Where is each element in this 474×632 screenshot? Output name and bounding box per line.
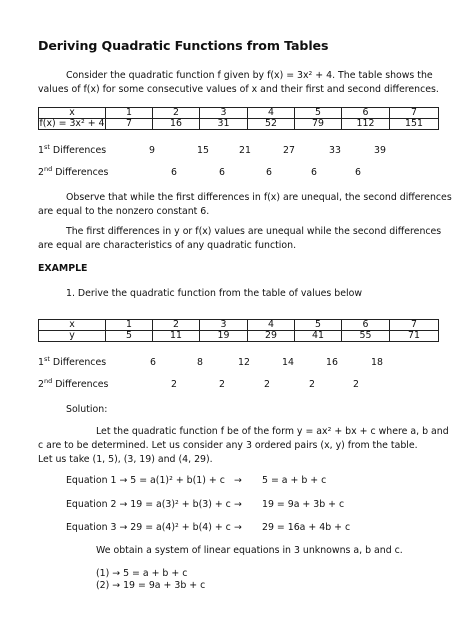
observe-line-1: Observe that while the first differences in f(x) are unequal, the second differences bbox=[66, 192, 452, 203]
difference-value: 2 bbox=[219, 379, 225, 390]
difference-value: 33 bbox=[329, 145, 341, 156]
equation-1-rhs: 5 = a + b + c bbox=[262, 475, 327, 486]
difference-value: 15 bbox=[197, 145, 209, 156]
characteristics-line-1: The first differences in y or f(x) values are unequal while the second differences bbox=[66, 226, 442, 237]
table-cell: 5 bbox=[106, 331, 153, 342]
difference-value: 9 bbox=[149, 145, 155, 156]
observe-line-2: are equal to the nonzero constant 6. bbox=[38, 206, 210, 217]
solution-label: Solution: bbox=[66, 404, 108, 415]
solution-line-2: c are to be determined. Let us consider any 3 ordered pairs (x, y) from the table. bbox=[38, 440, 418, 451]
table-cell: f(x) = 3x² + 4 bbox=[39, 118, 105, 129]
table-cell: 16 bbox=[153, 119, 200, 130]
difference-value: 14 bbox=[282, 357, 294, 368]
table-cell: x bbox=[39, 108, 106, 119]
equation-2-arrow: → bbox=[234, 499, 242, 510]
table-cell: 5 bbox=[295, 320, 342, 331]
table-row bbox=[39, 320, 439, 331]
table-cell: x bbox=[39, 320, 106, 331]
label-sup: st bbox=[43, 143, 50, 151]
label-sup: nd bbox=[43, 377, 53, 385]
difference-value: 2 bbox=[309, 379, 315, 390]
table-row bbox=[39, 119, 439, 130]
difference-value: 12 bbox=[238, 357, 250, 368]
equation-1-lhs: Equation 1 → 5 = a(1)² + b(1) + c bbox=[66, 475, 225, 486]
table-cell: 1 bbox=[106, 108, 153, 119]
table-cell: 11 bbox=[153, 331, 200, 342]
system-line-2: (2) → 19 = 9a + 3b + c bbox=[96, 580, 206, 591]
table-cell: 6 bbox=[342, 108, 390, 119]
table-cell: 29 bbox=[248, 331, 295, 342]
difference-value: 6 bbox=[266, 167, 272, 178]
table-cell: 112 bbox=[342, 119, 390, 130]
equation-2-rhs: 19 = 9a + 3b + c bbox=[262, 499, 345, 510]
table-row bbox=[39, 108, 439, 119]
difference-value: 39 bbox=[374, 145, 386, 156]
equation-3-arrow: → bbox=[234, 522, 242, 533]
table-cell: 2 bbox=[153, 320, 200, 331]
difference-value: 27 bbox=[283, 145, 295, 156]
difference-value: 6 bbox=[219, 167, 225, 178]
table-cell: y bbox=[39, 331, 106, 342]
table-cell: 7 bbox=[106, 119, 153, 130]
table-cell: 79 bbox=[295, 119, 342, 130]
difference-value: 8 bbox=[197, 357, 203, 368]
values-table-2 bbox=[38, 319, 439, 342]
system-line-1: (1) → 5 = a + b + c bbox=[96, 568, 188, 579]
table-cell: 3 bbox=[200, 108, 248, 119]
label-sup: nd bbox=[43, 165, 53, 173]
difference-value: 6 bbox=[355, 167, 361, 178]
table-cell: 151 bbox=[390, 119, 439, 130]
solution-line-1: Let the quadratic function f be of the form y = ax² + bx + c where a, b and bbox=[96, 426, 449, 437]
equation-3-rhs: 29 = 16a + 4b + c bbox=[262, 522, 351, 533]
difference-value: 2 bbox=[264, 379, 270, 390]
equation-2-lhs: Equation 2 → 19 = a(3)² + b(3) + c bbox=[66, 499, 231, 510]
label-text: Differences bbox=[49, 145, 107, 156]
table-cell: 7 bbox=[390, 320, 439, 331]
first-differences-label bbox=[38, 357, 106, 368]
label-text: 2 bbox=[38, 167, 44, 178]
intro-line-1: Consider the quadratic function f given by f(x) = 3x² + 4. The table shows the bbox=[66, 70, 433, 81]
table-cell: 52 bbox=[248, 119, 295, 130]
difference-value: 2 bbox=[171, 379, 177, 390]
difference-value: 16 bbox=[326, 357, 338, 368]
intro-line-2: values of f(x) for some consecutive values of x and their first and second differences. bbox=[38, 84, 439, 95]
table-cell: 4 bbox=[248, 108, 295, 119]
table-cell: 55 bbox=[342, 331, 390, 342]
label-text: 1 bbox=[38, 145, 44, 156]
label-text: 1 bbox=[38, 357, 44, 368]
label-sup: st bbox=[43, 355, 50, 363]
example-heading: EXAMPLE bbox=[38, 263, 88, 274]
table-cell: 5 bbox=[295, 108, 342, 119]
table-cell: 3 bbox=[200, 320, 248, 331]
system-description: We obtain a system of linear equations in 3 unknowns a, b and c. bbox=[96, 545, 403, 556]
label-text: Differences bbox=[52, 379, 109, 390]
label-text: 2 bbox=[38, 379, 44, 390]
difference-value: 6 bbox=[171, 167, 177, 178]
label-text: Differences bbox=[52, 167, 109, 178]
table-cell: 71 bbox=[390, 331, 439, 342]
table-cell: 41 bbox=[295, 331, 342, 342]
table-cell: 6 bbox=[342, 320, 390, 331]
characteristics-line-2: are equal are characteristics of any quadratic function. bbox=[38, 240, 297, 251]
page-title: Deriving Quadratic Functions from Tables bbox=[38, 38, 329, 53]
table-cell: 7 bbox=[390, 108, 439, 119]
solution-line-3: Let us take (1, 5), (3, 19) and (4, 29). bbox=[38, 454, 213, 465]
equation-1-arrow: → bbox=[234, 475, 242, 486]
table-cell: 31 bbox=[200, 119, 248, 130]
second-differences-label bbox=[38, 167, 108, 178]
difference-value: 6 bbox=[150, 357, 156, 368]
table-cell: 2 bbox=[153, 108, 200, 119]
first-differences-label bbox=[38, 145, 106, 156]
label-text: Differences bbox=[49, 357, 107, 368]
table-cell: 1 bbox=[106, 320, 153, 331]
difference-value: 2 bbox=[353, 379, 359, 390]
difference-value: 18 bbox=[371, 357, 383, 368]
table-cell: 4 bbox=[248, 320, 295, 331]
table-row bbox=[39, 331, 439, 342]
difference-value: 21 bbox=[239, 145, 251, 156]
equation-3-lhs: Equation 3 → 29 = a(4)² + b(4) + c bbox=[66, 522, 231, 533]
example-task: 1. Derive the quadratic function from the table of values below bbox=[66, 288, 363, 299]
values-table-1 bbox=[38, 107, 439, 130]
table-cell: 19 bbox=[200, 331, 248, 342]
second-differences-label bbox=[38, 379, 108, 390]
difference-value: 6 bbox=[311, 167, 317, 178]
